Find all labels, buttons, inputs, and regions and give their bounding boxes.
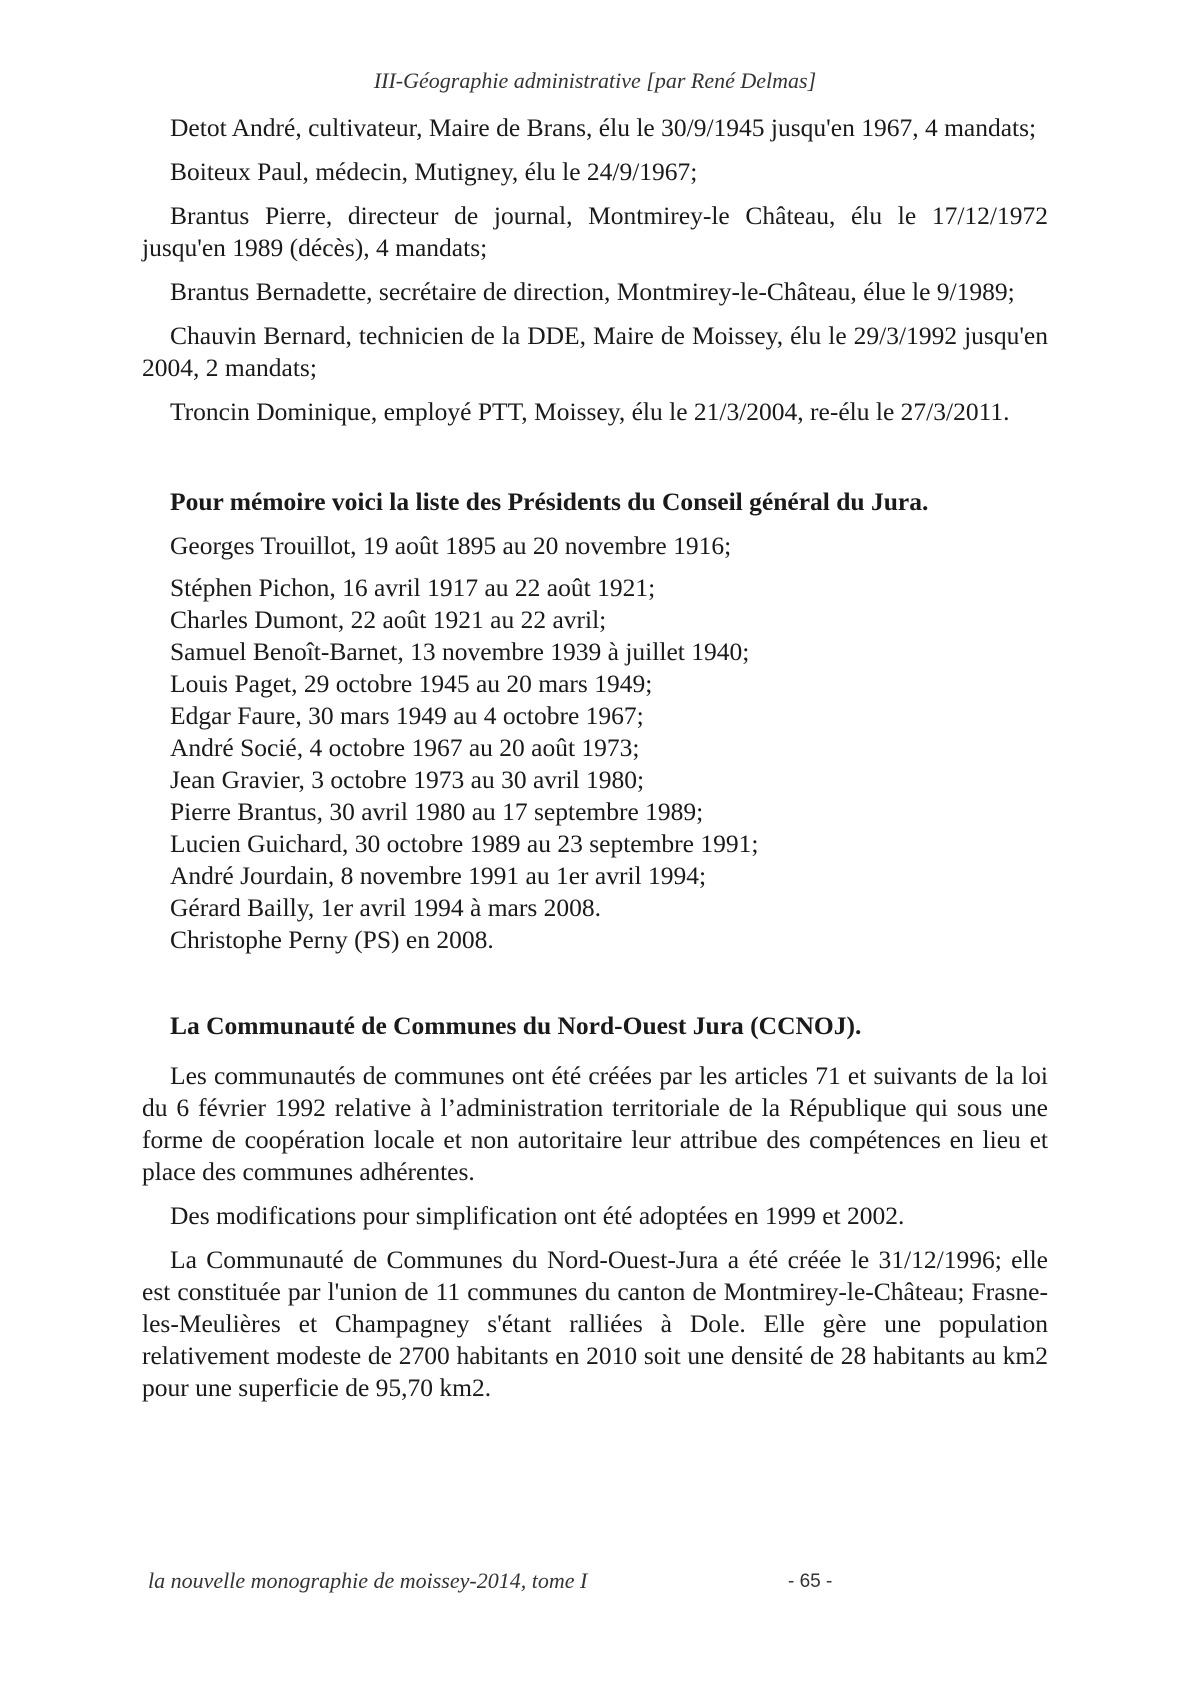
running-header: III-Géographie administrative [par René Delmas] (373, 68, 817, 93)
paragraph-brantus-pierre: Brantus Pierre, directeur de journal, Montmirey-le Château, élu le 17/12/1972 jusqu'en 1989 (décès), 4 mandats; (142, 201, 1048, 262)
president-entry: Louis Paget, 29 octobre 1945 au 20 mars 1949; (170, 669, 653, 698)
president-entry: Gérard Bailly, 1er avril 1994 à mars 2008. (170, 893, 602, 922)
footer-book-title: la nouvelle monographie de moissey-2014, tome I (148, 1568, 588, 1593)
paragraph-ccnoj-law: Les communautés de communes ont été créées par les articles 71 et suivants de la loi du 6 février 1992 relative à l’administration territoriale de la République qui sous une forme de coopération locale et non autoritaire leur attribue des compétences en lieu et place des communes adhérentes. (142, 1061, 1048, 1186)
president-entry: Samuel Benoît-Barnet, 13 novembre 1939 à juillet 1940; (170, 637, 750, 666)
president-first-entry: Georges Trouillot, 19 août 1895 au 20 novembre 1916; (170, 531, 732, 560)
president-entry: Charles Dumont, 22 août 1921 au 22 avril; (170, 605, 607, 634)
section-spacer (142, 440, 1048, 486)
paragraph-boiteux: Boiteux Paul, médecin, Mutigney, élu le 24/9/1967; (170, 157, 698, 186)
president-entry: André Jourdain, 8 novembre 1991 au 1er avril 1994; (170, 861, 707, 890)
president-entry: Christophe Perny (PS) en 2008. (170, 925, 494, 954)
page-number: - 65 - (788, 1571, 833, 1592)
president-entry: Jean Gravier, 3 octobre 1973 au 30 avril 1980; (170, 765, 645, 794)
presidents-list (142, 572, 1048, 956)
paragraph-ccnoj-modifications: Des modifications pour simplification ont été adoptées en 1999 et 2002. (170, 1201, 905, 1230)
president-entry: Lucien Guichard, 30 octobre 1989 au 23 septembre 1991; (170, 829, 759, 858)
paragraph-chauvin: Chauvin Bernard, technicien de la DDE, Maire de Moissey, élu le 29/3/1992 jusqu'en 2004, 2 mandats; (142, 321, 1048, 382)
presidents-heading: Pour mémoire voici la liste des Présidents du Conseil général du Jura. (170, 487, 929, 516)
president-entry: Pierre Brantus, 30 avril 1980 au 17 septembre 1989; (170, 797, 704, 826)
paragraph-detot: Detot André, cultivateur, Maire de Brans, élu le 30/9/1945 jusqu'en 1967, 4 mandats; (170, 113, 1037, 142)
president-entry: Edgar Faure, 30 mars 1949 au 4 octobre 1967; (170, 701, 644, 730)
section-spacer (142, 956, 1048, 1010)
paragraph-ccnoj-creation: La Communauté de Communes du Nord-Ouest-Jura a été créée le 31/12/1996; elle est constituée par l'union de 11 communes du canton de Montmirey-le-Château; Frasne-les-Meulières et Champagney s'étant ralliées à Dole. Elle gère une population relativement modeste de 2700 habitants en 2010 soit une densité de 28 habitants au km2 pour une superficie de 95,70 km2. (142, 1245, 1048, 1402)
page-content (142, 112, 1048, 1416)
president-entry: Stéphen Pichon, 16 avril 1917 au 22 août 1921; (170, 573, 656, 602)
president-entry: André Socié, 4 octobre 1967 au 20 août 1973; (170, 733, 640, 762)
ccnoj-heading: La Communauté de Communes du Nord-Ouest Jura (CCNOJ). (170, 1011, 862, 1040)
paragraph-troncin: Troncin Dominique, employé PTT, Moissey, élu le 21/3/2004, re-élu le 27/3/2011. (170, 397, 1010, 426)
paragraph-brantus-bernadette: Brantus Bernadette, secrétaire de direction, Montmirey-le-Château, élue le 9/1989; (170, 277, 1015, 306)
